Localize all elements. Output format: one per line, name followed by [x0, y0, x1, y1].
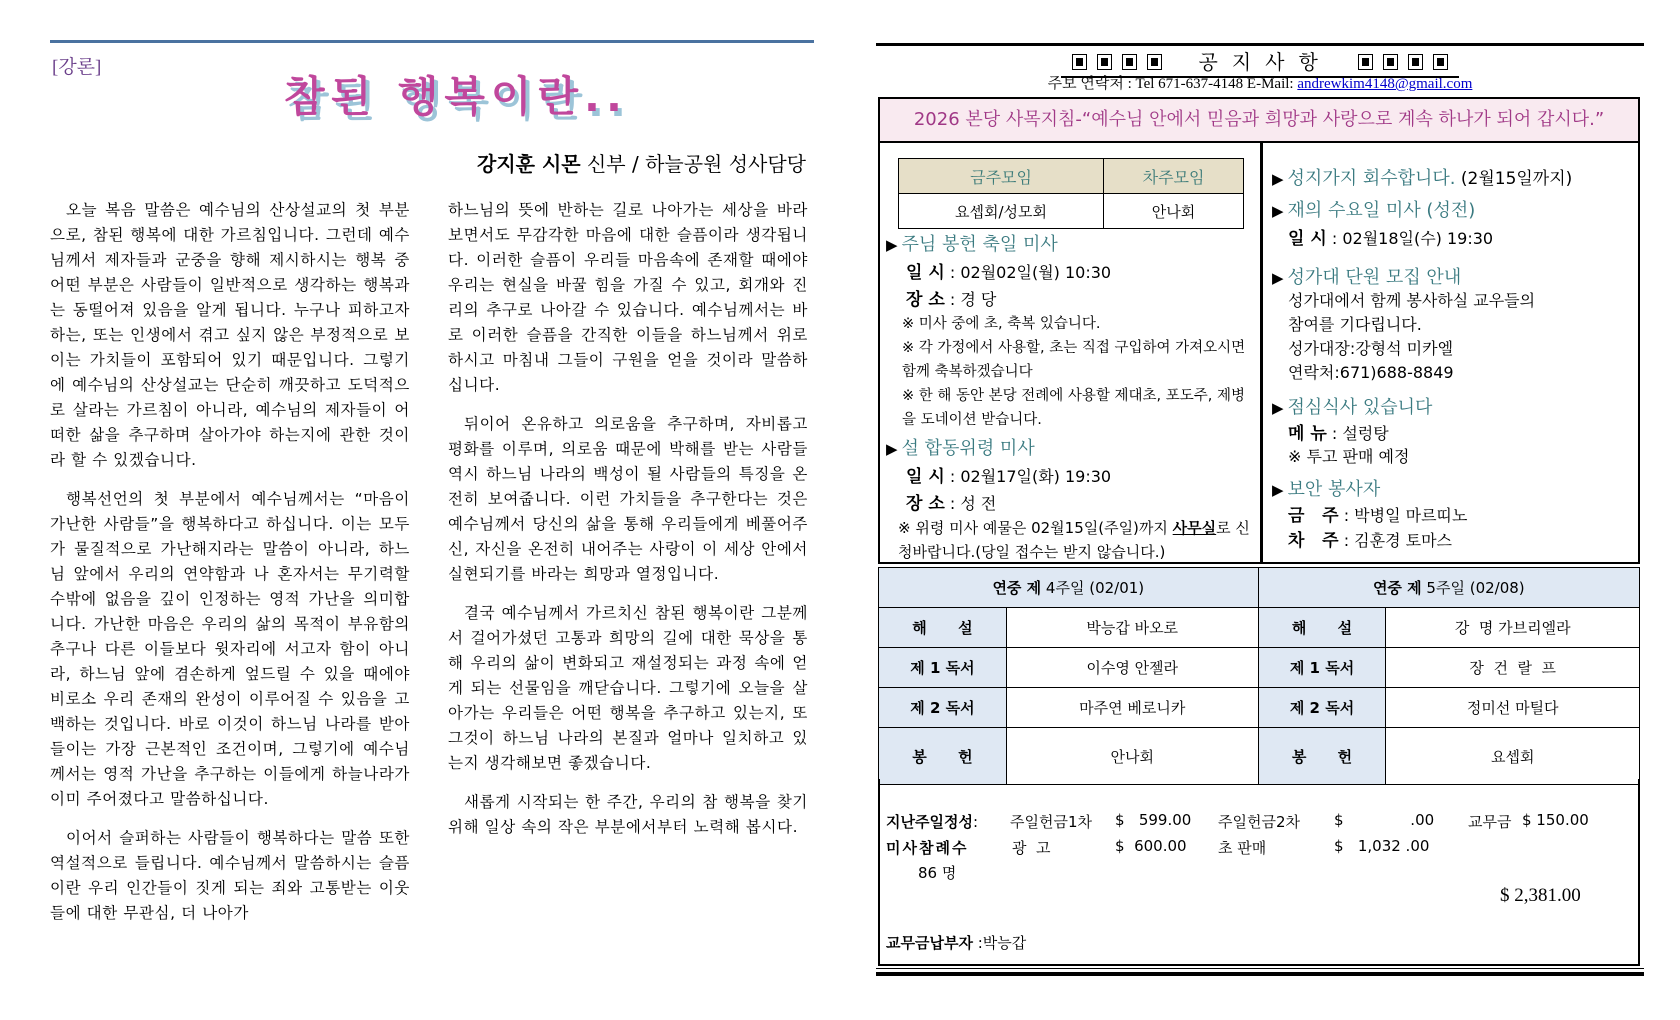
attendance-label-wrap: [886, 837, 968, 858]
triangle-right-icon: ▶: [1272, 399, 1284, 417]
next-week-label: 차 주: [1288, 531, 1339, 551]
donor-value: :박능갑: [977, 934, 1027, 952]
triangle-right-icon: ▶: [1272, 170, 1284, 188]
this-week-header: 금주모임: [899, 159, 1104, 194]
square-bullet-icon: [1122, 54, 1137, 70]
next-week-volunteer: 김훈경 토마스: [1354, 531, 1452, 550]
event-place: 성 전: [960, 494, 997, 513]
this-week-meeting: 요셉회/성모회: [899, 194, 1104, 229]
column-divider: [1260, 143, 1263, 564]
event-subtitle: (2월15일까지): [1455, 169, 1573, 189]
table-row: [879, 648, 1640, 688]
role-label: 봉 헌: [879, 728, 1007, 785]
date-label: 일 시: [1288, 229, 1327, 249]
week2-person: 정미선 마틸다: [1386, 688, 1640, 728]
event-title: 주님 봉헌 축일 미사: [901, 234, 1058, 255]
pastoral-motto: 2026 본당 사목지침-“예수님 안에서 믿음과 희망과 사랑으로 계속 하나가 되어 갑시다.”: [878, 97, 1640, 143]
table-row: [879, 728, 1640, 785]
place-label: 장 소: [906, 494, 945, 514]
byline: [440, 148, 806, 177]
role-label: 봉 헌: [1258, 728, 1386, 785]
event-date: 02월18일(수) 19:30: [1342, 229, 1494, 248]
event-place: 경 당: [960, 290, 997, 309]
event-note: ※ 한 해 동안 본당 전례에 사용할 제대초, 포도주, 제병을 도네이션 받습니다.: [902, 388, 1245, 428]
week1-person: 박능갑 바오로: [1006, 608, 1258, 648]
contact-line: [876, 72, 1644, 93]
item5-label: 초 판매: [1218, 839, 1267, 857]
header-date: (02/01): [1084, 579, 1145, 597]
this-week-label: 금 주: [1288, 506, 1339, 526]
sermon-title: 참된 행복이란..: [284, 72, 628, 121]
square-bullet-icon: [1383, 54, 1398, 70]
choir-line: 성가대장:강형석 미카엘: [1288, 339, 1454, 358]
event-note: ※ 각 가정에서 사용할, 초는 직접 구입하여 가져오시면 함께 축복하겠습니다: [902, 340, 1246, 380]
triangle-right-icon: ▶: [886, 236, 898, 254]
event-presentation-mass: ▶ 주님 봉헌 축일 미사 일 시 : 02월02일(월) 10:30 장 소 : 경 당 ※ 미사 중에 초, 축복 있습니다. ※ 각 가정에서 사용할, 초는 직접 구입하여 가져오시면 함께 축복하겠습니다 ※ 한 해 동안 본당 전례에 사용할 제대초, 포도주, 제병을 도네이션 받습니다.: [886, 230, 1258, 432]
header-num: 4주일: [1045, 579, 1085, 597]
paragraph: 뒤이어 온유하고 의로움을 추구하며, 자비롭고 평화를 이루며, 의로움 때문에 박해를 받는 사람들 역시 하느님 나라의 백성이 될 사람들의 특징을 온전히 보여줍니다. 이런 가치들을 추구한다는 것은 예수님께서 당신의 삶을 통해 우리들에게 베풀어주신, 자신을 온전히 내어주는 사랑이 이 세상 안에서 실현되기를 바라는 희망과 열정입니다.: [448, 415, 808, 583]
week2-person: 강 명 가브리엘라: [1386, 608, 1640, 648]
event-memorial-mass: ▶ 설 합동위령 미사 일 시 : 02월17일(화) 19:30 장 소 : 성 전 ※ 위령 미사 예물은 02월15일(주일)까지 사무실로 신청바랍니다.(당일 접수는 받지 않습니다.): [886, 434, 1258, 564]
meeting-table: [898, 158, 1244, 229]
next-week-header: 차주모임: [1104, 159, 1244, 194]
notice-title-text: 공지사항: [1198, 50, 1332, 74]
item1-label: 주일헌금1차: [1010, 813, 1092, 831]
paragraph: 하느님의 뜻에 반하는 길로 나아가는 세상을 바라보면서도 무감각한 마음에 대한 슬픔이라 생각됩니다. 이러한 슬픔이 우리들 마음속에 존재할 때에야 우리는 현실을 바꿀 힘을 가질 수 있고, 회개와 진리의 추구로 나아갈 수 있습니다. 예수님께서는 바로 이러한 슬픔을 간직한 이들을 하느님께서 위로하시고 마침내 그들이 구원을 얻을 것이라 말씀하십니다.: [448, 201, 808, 394]
this-week-volunteer: 박병일 마르띠노: [1354, 506, 1468, 525]
item2-value: $ .00: [1334, 811, 1435, 829]
event-date: 02월02일(월) 10:30: [960, 263, 1112, 282]
event-title: 점심식사 있습니다: [1287, 397, 1433, 418]
donor-label: 교무금납부자: [886, 934, 973, 952]
bottom-double-rule: [876, 968, 1644, 976]
item1-value: $ 599.00: [1115, 811, 1192, 829]
header-num: 5주일: [1426, 579, 1465, 597]
donor-line: [886, 932, 1026, 953]
office-emphasis: 사무실: [1172, 519, 1217, 537]
table-row: [879, 608, 1640, 648]
paragraph: 이어서 슬퍼하는 사람들이 행복하다는 말씀 또한 역설적으로 들립니다. 예수님께서 말씀하시는 슬픔이란 우리 인간들이 짓게 되는 죄와 고통받는 이웃들에 대한 무관심, 더 나아가: [50, 829, 410, 922]
square-bullet-icon: [1097, 54, 1112, 70]
role-label: 제 1 독서: [1258, 648, 1386, 688]
event-title: 재의 수요일 미사 (성전): [1287, 200, 1476, 221]
event-date: 02월17일(화) 19:30: [960, 467, 1112, 486]
item4-value: $ 600.00: [1115, 837, 1187, 855]
event-note: [886, 516, 1258, 564]
triangle-right-icon: ▶: [1272, 202, 1284, 220]
role-label: 해 설: [1258, 608, 1386, 648]
header-text: 연중 제: [992, 579, 1042, 597]
item3-label: 교무금: [1468, 813, 1512, 831]
sermon-column-2: [448, 198, 808, 854]
header-date: (02/08): [1464, 579, 1525, 597]
square-bullet-icon: [1147, 54, 1162, 70]
note-text: ※ 위령 미사 예물은 02월15일(주일)까지: [898, 519, 1173, 537]
role-label: 해 설: [879, 608, 1007, 648]
byline-name: 강지훈 시몬: [477, 152, 581, 176]
role-label: 제 1 독서: [879, 648, 1007, 688]
choir-line: 성가대에서 함께 봉사하실 교우들의: [1288, 291, 1536, 310]
week2-person: 요셉회: [1386, 728, 1640, 785]
triangle-right-icon: ▶: [886, 440, 898, 458]
paragraph: 행복선언의 첫 부분에서 예수님께서는 “마음이 가난한 사람들”을 행복하다고 하십니다. 이는 모두가 물질적으로 가난해지라는 말씀이 아니라, 하느님 앞에서 우리의 연약함과 나 혼자서는 무기력할 수밖에 없음을 깊이 인정하는 영적 가난을 의미합니다. 가난한 마음은 우리의 삶의 목적이 부유함의 추구나 다른 이들보다 윗자리에 서고자 함이 아니라, 하느님 앞에 겸손하게 엎드릴 수 있을 때에야 비로소 우리 존재의 완성이 이루어질 수 있음을 고백하는 것입니다. 바로 이것이 하느님 나라를 받아들이는 가장 근본적인 조건이며, 그렇기에 예수님께서는 영적 가난을 추구하는 이들에게 하늘나라가 이미 주어졌다고 말씀하십니다.: [50, 490, 410, 808]
week2-header: [1258, 568, 1639, 608]
notice-right-column: ▶ 성지가지 회수합니다. (2월15일까지) ▶ 재의 수요일 미사 (성전) 일 시 : 02월18일(수) 19:30 ▶ 성가대 단원 모집 안내 성가대에서 함께 봉사하실 교우들의 참여를 기다립니다. 성가대장:강형석 미카엘 연락처:671)688-8849 ▶ 점심식사 있습니다 메 뉴 : 설렁탕 ※ 투고 판매 예정 ▶ 보안 봉사자 금 주 : 박병일 마르띠노 차 주 : 김훈경 토마스: [1272, 164, 1634, 551]
square-bullet-icon: [1072, 54, 1087, 70]
item4-label: 광 고: [1012, 839, 1051, 857]
byline-role: 신부 / 하늘공원 성사담당: [580, 152, 806, 176]
event-palm: [1272, 164, 1634, 190]
section-tag: [강론]: [52, 57, 102, 78]
table-row: [879, 688, 1640, 728]
date-label: 일 시: [906, 263, 945, 283]
offering-label: 지난주일정성: [886, 813, 973, 831]
week1-person: 안나회: [1006, 728, 1258, 785]
paragraph: 오늘 복음 말씀은 예수님의 산상설교의 첫 부분으로, 참된 행복에 대한 가르침입니다. 그런데 예수님께서 제자들과 군중을 향해 제시하시는 행복 중 어떤 부분은 사람들이 일반적으로 생각하는 행복과는 동떨어져 있음을 알게 됩니다. 누구나 피하고자 하는, 또는 인생에서 겪고 싶지 않은 부정적으로 보이는 가치들이 포함되어 있기 때문입니다. 그렇기에 예수님의 산상설교는 단순히 깨끗하고 도덕적으로 살라는 가르침이 아니라, 예수님의 제자들이 어떠한 삶을 추구하며 살아가야 하는지에 관한 것이라 할 수 있겠습니다.: [50, 201, 410, 469]
paragraph: 결국 예수님께서 가르치신 참된 행복이란 그분께서 걸어가셨던 고통과 희망의 길에 대한 묵상을 통해 우리의 삶이 변화되고 재설정되는 과정 속에 얻게 되는 선물임을 깨닫습니다. 그렇기에 오늘을 살아가는 우리들은 어떤 행복을 추구하고 있는지, 또 그것이 하느님 나라의 본질과 얼마나 일치하고 있는지 생각해보면 좋겠습니다.: [448, 604, 808, 772]
square-bullet-icon: [1408, 54, 1423, 70]
event-title: 성가대 단원 모집 안내: [1287, 267, 1462, 288]
next-week-meeting: 안나회: [1104, 194, 1244, 229]
item2-label: 주일헌금2차: [1218, 813, 1300, 831]
triangle-right-icon: ▶: [1272, 269, 1284, 287]
item3-value: $ 150.00: [1522, 811, 1589, 829]
date-label: 일 시: [906, 467, 945, 487]
event-note: ※ 미사 중에 초, 축복 있습니다.: [902, 316, 1101, 332]
place-label: 장 소: [906, 290, 945, 310]
header-text: 연중 제: [1372, 579, 1422, 597]
event-title: 보안 봉사자: [1287, 479, 1381, 500]
square-bullet-icon: [1358, 54, 1373, 70]
attendance-count: 86 명: [918, 864, 957, 882]
event-title: 설 합동위령 미사: [901, 438, 1035, 459]
week2-person: 장 건 랄 프: [1386, 648, 1640, 688]
sermon-column-1: [50, 198, 410, 940]
lunch-note: ※ 투고 판매 예정: [1288, 447, 1410, 466]
choir-line: 참여를 기다립니다.: [1288, 315, 1422, 334]
week1-person: 이수영 안젤라: [1006, 648, 1258, 688]
finance-row-1: 지난주일정성:: [886, 813, 979, 831]
square-bullet-icon: [1433, 54, 1448, 70]
event-title: 성지가지 회수합니다.: [1287, 168, 1456, 189]
week1-header: [879, 568, 1259, 608]
item5-value: $ 1,032 .00: [1334, 837, 1430, 855]
top-rule: [50, 40, 814, 43]
attendance-label: 미사참례수: [886, 839, 969, 857]
week1-person: 마주연 베로니카: [1006, 688, 1258, 728]
menu-value: 설렁탕: [1342, 424, 1389, 443]
role-label: 제 2 독서: [879, 688, 1007, 728]
ministry-schedule-table: [878, 567, 1640, 785]
contact-label: 주보 연락처 : Tel 671-637-4148 E-Mail:: [1047, 76, 1298, 92]
role-label: 제 2 독서: [1258, 688, 1386, 728]
note-text: 로 신청바랍니다.(당일 접수는 받지 않습니다.): [898, 519, 1250, 561]
menu-label: 메 뉴: [1288, 424, 1327, 444]
triangle-right-icon: ▶: [1272, 481, 1284, 499]
finance-total: $ 2,381.00: [1500, 885, 1581, 906]
choir-line: 연락처:671)688-8849: [1288, 363, 1454, 382]
email-link[interactable]: andrewkim4148@gmail.com: [1297, 76, 1473, 92]
paragraph: 새롭게 시작되는 한 주간, 우리의 참 행복을 찾기 위해 일상 속의 작은 부분에서부터 노력해 봅시다.: [448, 793, 808, 836]
